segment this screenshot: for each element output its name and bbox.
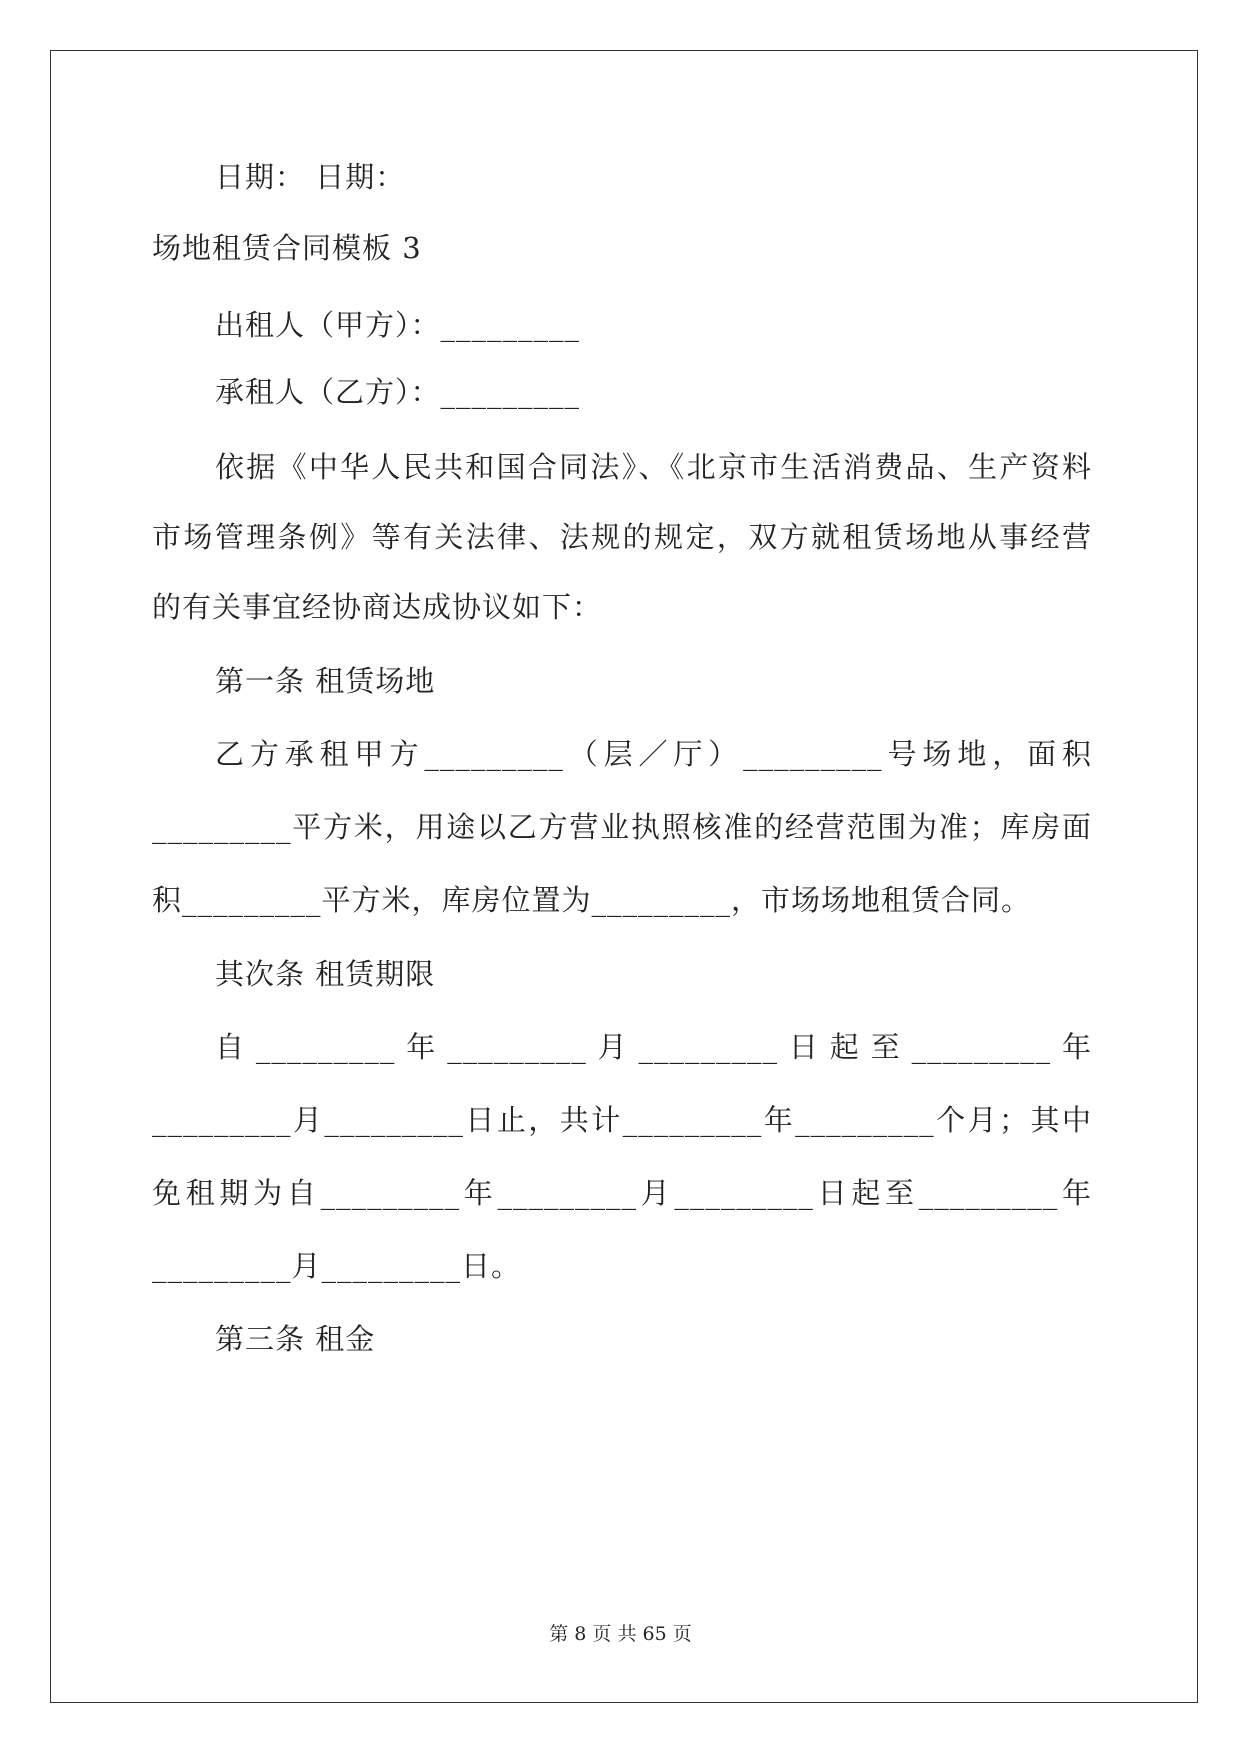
section-title: 场地租赁合同模板 3 — [152, 231, 422, 265]
lessor-line: 出租人（甲方）：_________ — [215, 308, 581, 342]
article-1-heading: 第一条 租赁场地 — [215, 664, 436, 698]
article-2-line-2: _________月_________日止，共计_________年_________个月；其中 — [152, 1103, 1092, 1137]
article-1-line-1: 乙方承租甲方_________（层／厅）_________号场地，面积 — [215, 737, 1092, 771]
preamble-line-3: 的有关事宜经协商达成协议如下： — [152, 590, 603, 624]
page-number: 第 8 页 共 65 页 — [549, 1623, 692, 1645]
preamble-line-1: 依据《中华人民共和国合同法》、《北京市生活消费品、生产资料 — [215, 450, 1092, 484]
article-2-heading: 其次条 租赁期限 — [215, 957, 436, 991]
signature-date-line: 日期： 日期： — [215, 160, 406, 194]
preamble-line-2: 市场管理条例》等有关法律、法规的规定，双方就租赁场地从事经营 — [152, 520, 1092, 554]
article-1-line-2: _________平方米，用途以乙方营业执照核准的经营范围为准；库房面 — [152, 810, 1092, 844]
article-1-line-3: 积_________平方米，库房位置为_________，市场场地租赁合同。 — [152, 883, 1032, 917]
article-2-line-1: 自_________年_________月_________日起至_________年 — [215, 1030, 1092, 1064]
article-3-heading: 第三条 租金 — [215, 1322, 376, 1356]
lessee-line: 承租人（乙方）：_________ — [215, 375, 581, 409]
article-2-line-3: 免租期为自_________年_________月_________日起至_________年 — [152, 1176, 1092, 1210]
article-2-line-4: _________月_________日。 — [152, 1249, 522, 1283]
page-border — [50, 50, 1198, 1703]
